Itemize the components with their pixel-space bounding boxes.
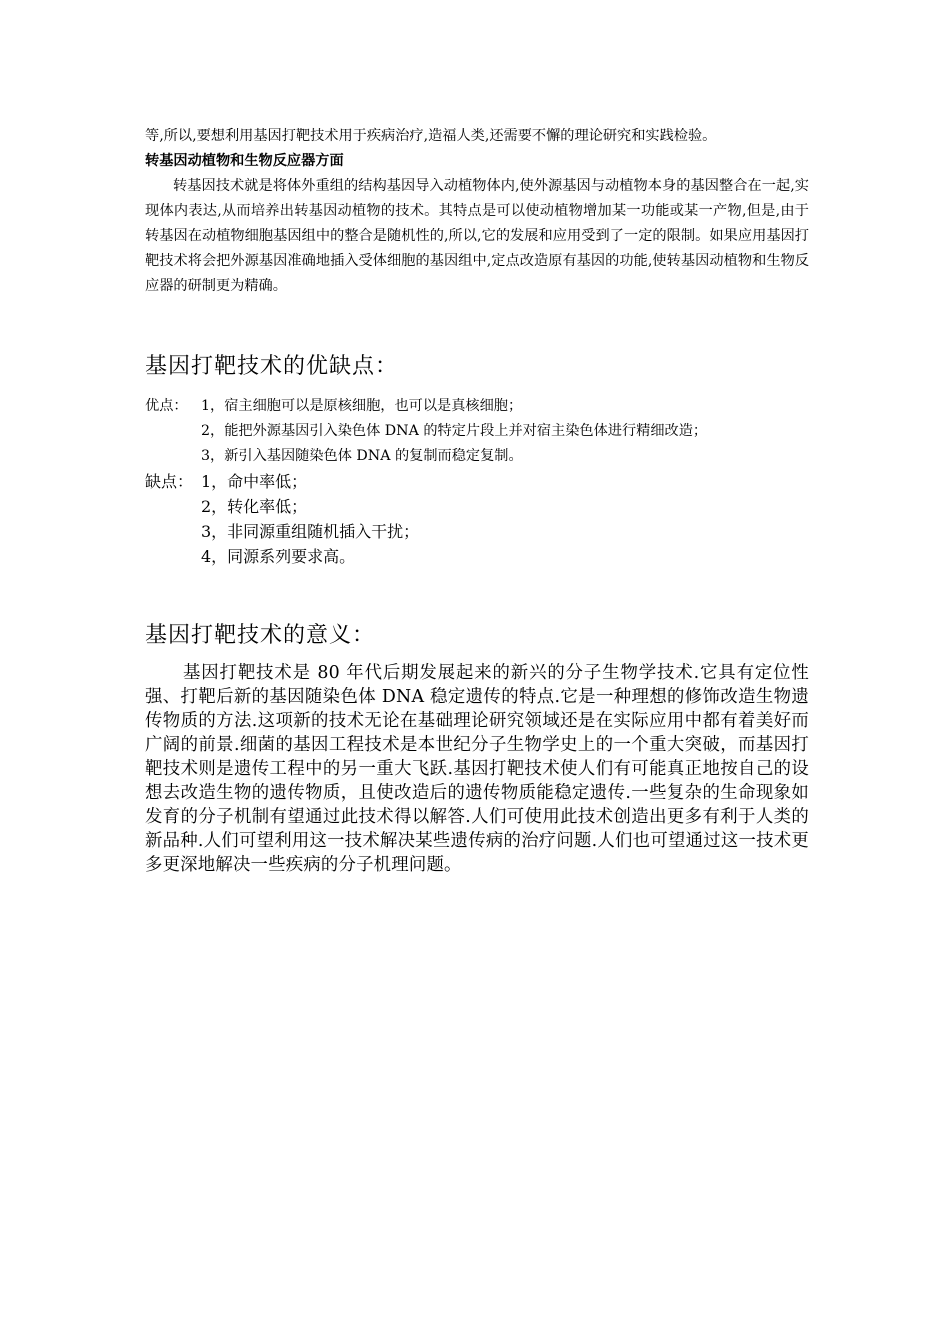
pros-list (145, 394, 809, 469)
cons-list (145, 469, 809, 569)
spacer (145, 651, 809, 661)
cons-label: 缺点： (145, 472, 194, 491)
list-item (145, 444, 809, 469)
list-item (145, 469, 809, 494)
spacer (145, 569, 809, 621)
significance-title: 基因打靶技术的意义： (145, 623, 376, 648)
pros-cons-title: 基因打靶技术的优缺点： (145, 354, 399, 379)
list-item (145, 419, 809, 444)
pros-item-3: 3，新引入基因随染色体 DNA 的复制而稳定复制。 (201, 448, 523, 464)
cons-item-3: 3，非同源重组随机插入干扰； (201, 522, 420, 541)
list-item (145, 494, 809, 519)
list-item (145, 519, 809, 544)
significance-paragraph: 基因打靶技术是 80 年代后期发展起来的新兴的分子生物学技术.它具有定位性强、打靶后新的基因随染色体 DNA 稳定遗传的特点.它是一种理想的修饰改造生物遗传物质的方法.这项新的技术无论在基础理论研究领域还是在实际应用中都有着美好而广阔的前景.细菌的基因工程技术是本世纪分子生物学史上的一个重大突破，而基因打靶技术则是遗传工程中的另一重大飞跃.基因打靶技术使人们有可能真正地按自己的设想去改造生物的遗传物质，且使改造后的遗传物质能稳定遗传.一些复杂的生命现象如发育的分子机制有望通过此技术得以解答.人们可使用此技术创造出更多有利于人类的新品种.人们可望利用这一技术解决某些遗传病的治疗问题.人们也可望通过这一技术更多更深地解决一些疾病的分子机理问题。 (145, 663, 809, 875)
spacer (145, 382, 809, 394)
cons-item-4: 4，同源系列要求高。 (201, 547, 356, 566)
cons-item-2: 2，转化率低； (201, 497, 308, 516)
transgenic-heading: 转基因动植物和生物反应器方面 (145, 153, 344, 169)
document-page (145, 124, 809, 877)
transgenic-paragraph: 转基因技术就是将体外重组的结构基因导入动植物体内,使外源基因与动植物本身的基因整合在一起,实现体内表达,从而培养出转基因动植物的技术。其特点是可以使动植物增加某一功能或某一产物,但是,由于转基因在动植物细胞基因组中的整合是随机性的,所以,它的发展和应用受到了一定的限制。如果应用基因打靶技术将会把外源基因准确地插入受体细胞的基因组中,定点改造原有基因的功能,使转基因动植物和生物反应器的研制更为精确。 (145, 178, 809, 294)
list-item (145, 544, 809, 569)
cons-item-1: 1，命中率低； (201, 472, 308, 491)
list-item (145, 394, 809, 419)
intro-paragraph: 等,所以,要想利用基因打靶技术用于疾病治疗,造福人类,还需要不懈的理论研究和实践检验。 (145, 128, 717, 144)
pros-item-1: 1，宿主细胞可以是原核细胞，也可以是真核细胞； (201, 398, 523, 414)
spacer (145, 299, 809, 352)
pros-item-2: 2，能把外源基因引入染色体 DNA 的特定片段上并对宿主染色体进行精细改造； (201, 423, 708, 439)
pros-label: 优点： (145, 398, 188, 414)
